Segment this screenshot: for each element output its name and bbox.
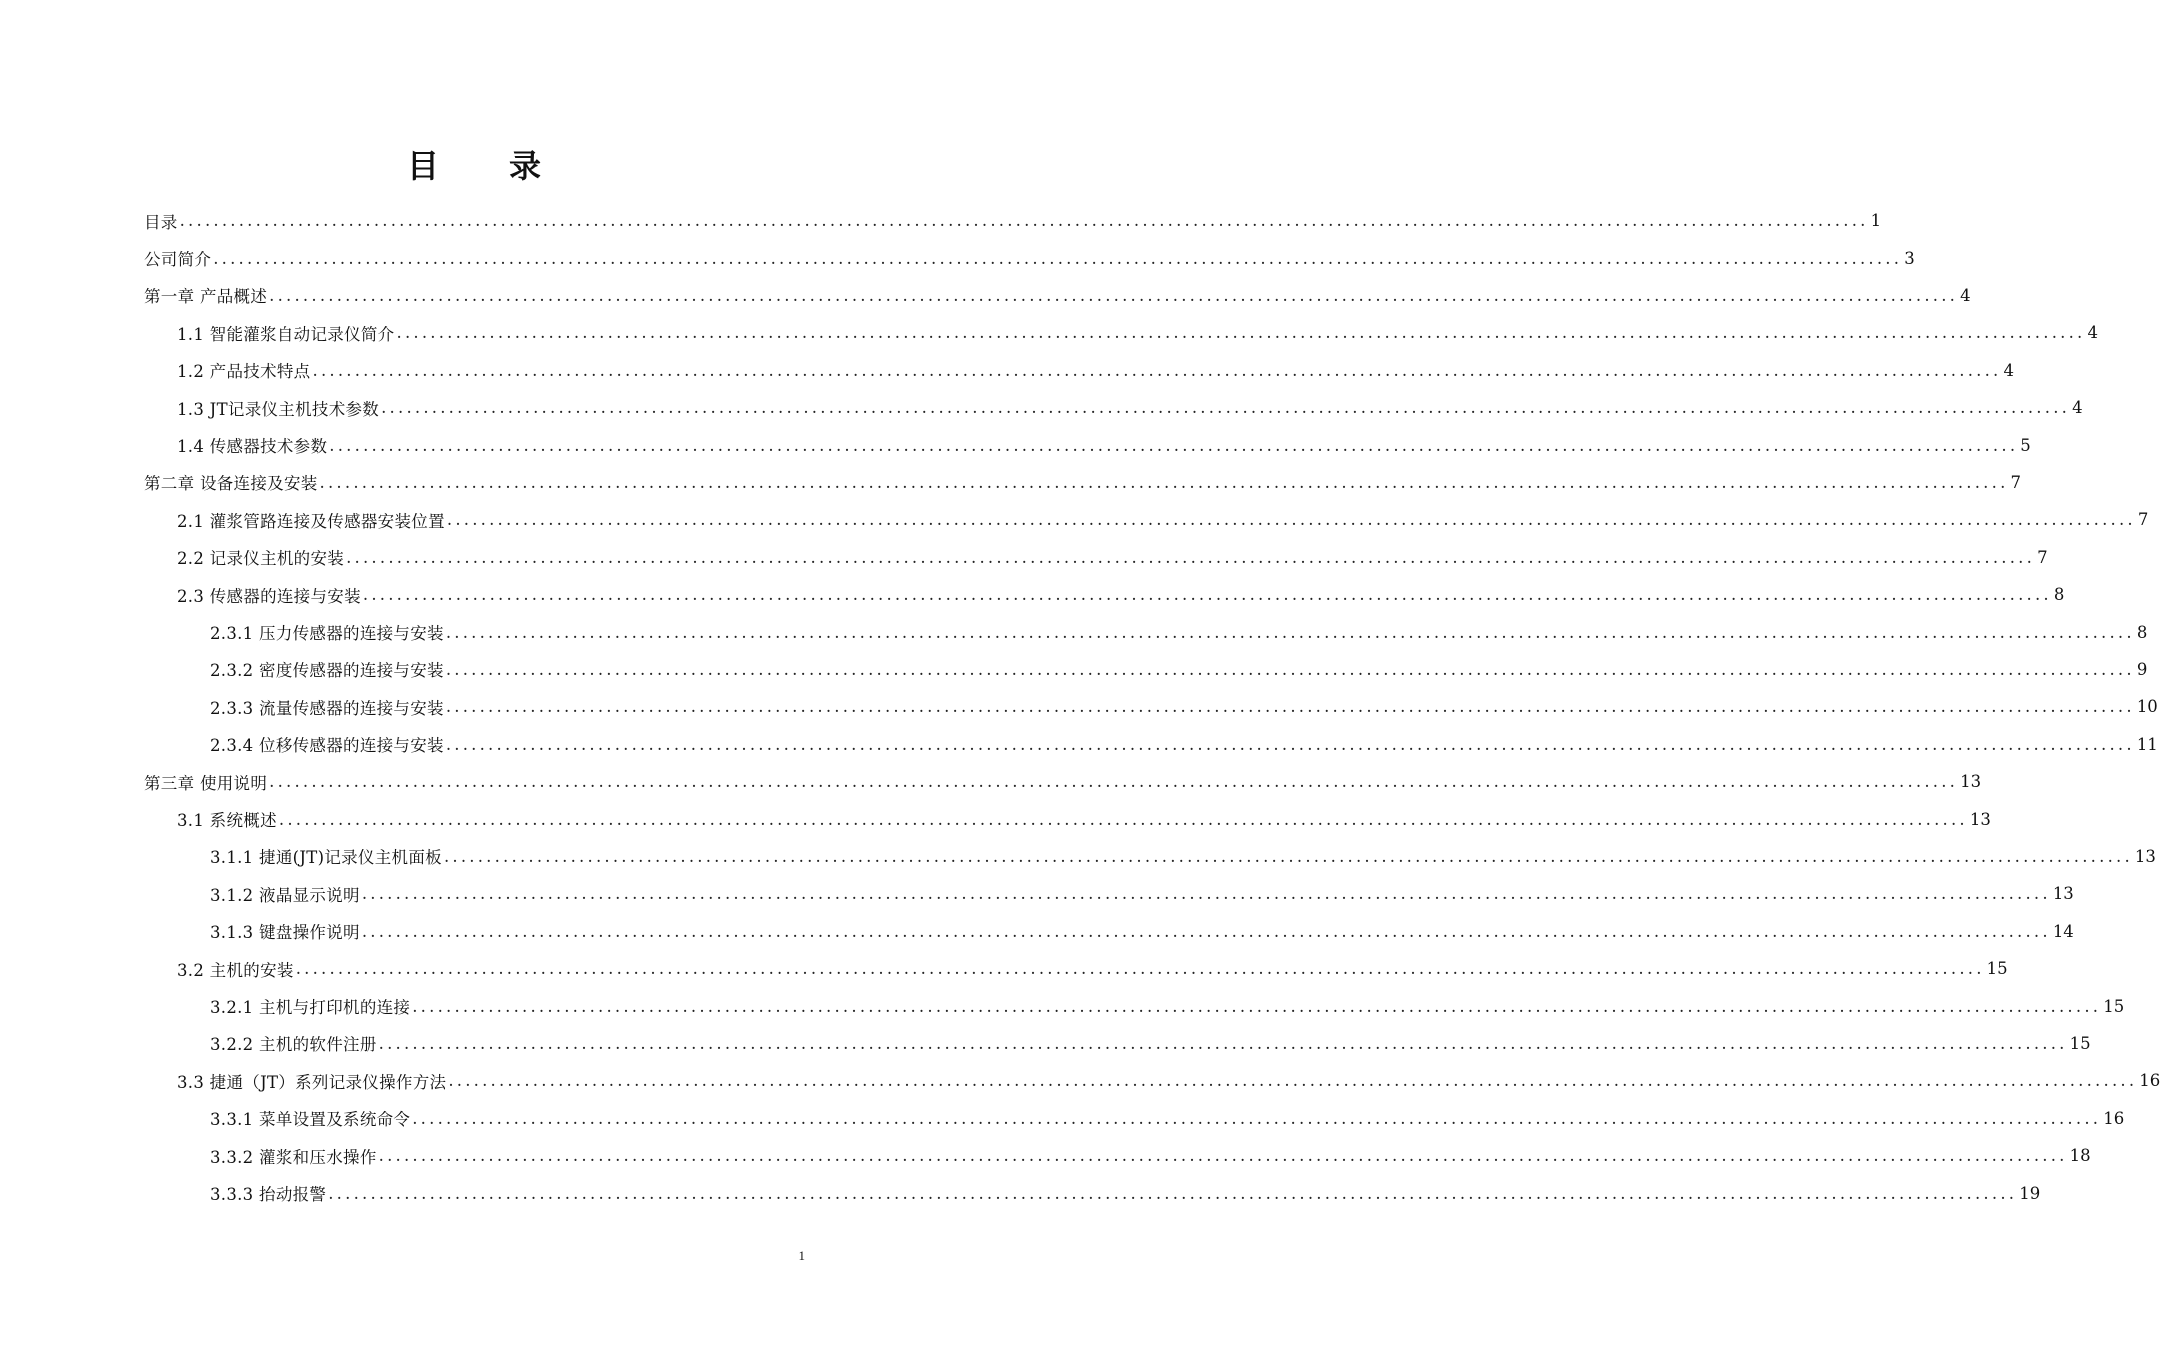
toc-entry-page: 15 [2069,1033,2091,1053]
toc-dot-leader: ........................................................................................................................................................................................................ [445,622,2135,642]
toc-entry[interactable] [177,950,2008,987]
toc-entry-page: 16 [2139,1071,2160,1091]
toc-entry-page: 4 [1960,285,1971,305]
toc-dot-leader: ........................................................................................................................................................................................................ [443,846,2133,866]
toc-entry-page: 13 [1969,809,1991,829]
toc-entry[interactable] [144,763,1982,800]
toc-entry-page: 5 [2020,435,2031,455]
toc-entry-page: 13 [2052,884,2074,904]
toc-entry[interactable] [177,389,2083,426]
toc-entry-page: 7 [2137,510,2149,530]
toc-dot-leader: ........................................................................................................................................................................................................ [445,734,2135,754]
toc-entry-title: 3.2.1 主机与打印机的连接 [210,998,411,1018]
toc-entry-page: 7 [2010,472,2022,492]
toc-entry-title: 第一章 产品概述 [144,287,268,307]
toc-entry[interactable] [210,1174,2041,1211]
toc-entry-page: 16 [2103,1108,2125,1128]
toc-entry[interactable] [210,651,2148,688]
toc-entry[interactable] [177,1062,2160,1099]
toc-entry-page: 13 [2134,846,2156,866]
toc-dot-leader: ........................................................................................................................................................................................................ [329,435,2019,455]
toc-entry[interactable] [210,1137,2091,1174]
toc-entry[interactable] [210,1025,2091,1062]
toc-entry-page: 8 [2136,622,2148,642]
toc-entry[interactable] [210,726,2158,763]
toc-dot-leader: ........................................................................................................................................................................................................ [346,547,2036,567]
toc-entry-title: 2.3 传感器的连接与安装 [177,586,361,606]
toc-entry[interactable] [144,464,2022,501]
toc-dot-leader: ........................................................................................................................................................................................................ [319,472,2009,492]
toc-entry-page: 19 [2019,1183,2041,1203]
toc-entry[interactable] [177,576,2065,613]
toc-dot-leader: ........................................................................................................................................................................................................ [213,248,1903,268]
toc-entry-title: 3.2.2 主机的软件注册 [210,1035,377,1055]
toc-entry-page: 15 [1986,959,2008,979]
page-number: 1 [798,1248,805,1263]
page-title: 目 录 [406,147,543,185]
toc-entry[interactable] [177,352,2014,389]
toc-dot-leader: ........................................................................................................................................................................................................ [378,1033,2068,1053]
toc-entry-title: 1.3 JT记录仪主机技术参数 [177,399,380,419]
toc-entry[interactable] [177,426,2031,463]
toc-entry-page: 4 [2087,323,2098,343]
toc-entry-title: 1.4 传感器技术参数 [177,437,328,457]
toc-dot-leader: ........................................................................................................................................................................................................ [269,772,1959,792]
toc-entry-page: 4 [2003,360,2014,380]
toc-entry-page: 9 [2136,659,2148,679]
toc-entry-page: 10 [2136,697,2158,717]
toc-entry-title: 3.2 主机的安装 [177,960,294,980]
toc-entry[interactable] [210,875,2074,912]
toc-dot-leader: ........................................................................................................................................................................................................ [361,884,2051,904]
toc-entry-title: 公司简介 [144,250,212,270]
toc-entry-page: 13 [1960,772,1982,792]
toc-dot-leader: ........................................................................................................................................................................................................ [295,959,1985,979]
toc-dot-leader: ........................................................................................................................................................................................................ [412,1108,2102,1128]
toc-entry-page: 18 [2069,1146,2091,1166]
toc-entry-title: 2.3.2 密度传感器的连接与安装 [210,661,444,681]
toc-entry[interactable] [177,539,2048,576]
toc-entry-title: 3.3 捷通（JT）系列记录仪操作方法 [177,1072,447,1092]
toc-entry[interactable] [210,613,2148,650]
toc-dot-leader: ........................................................................................................................................................................................................ [362,585,2052,605]
toc-entry-page: 14 [2052,921,2074,941]
toc-entry-page: 11 [2136,734,2158,754]
toc-entry-page: 15 [2103,996,2125,1016]
toc-dot-leader: ........................................................................................................................................................................................................ [412,996,2102,1016]
toc-dot-leader: ........................................................................................................................................................................................................ [378,1146,2068,1166]
toc-entry-title: 3.1 系统概述 [177,811,277,831]
toc-entry-page: 8 [2053,585,2065,605]
toc-entry-title: 3.3.3 抬动报警 [210,1185,327,1205]
toc-entry[interactable] [210,987,2125,1024]
toc-dot-leader: ........................................................................................................................................................................................................ [278,809,1968,829]
toc-entry[interactable] [177,501,2149,538]
toc-entry-title: 第二章 设备连接及安装 [144,474,318,494]
toc-entry[interactable] [210,688,2158,725]
toc-entry[interactable] [144,239,1915,276]
toc-entry-title: 3.3.2 灌浆和压水操作 [210,1147,377,1167]
toc-dot-leader: ........................................................................................................................................................................................................ [448,1071,2138,1091]
toc-dot-leader: ........................................................................................................................................................................................................ [381,398,2071,418]
toc-entry-title: 3.3.1 菜单设置及系统命令 [210,1110,411,1130]
toc-entry-title: 2.2 记录仪主机的安装 [177,549,345,569]
toc-entry[interactable] [177,800,1991,837]
toc-entry-title: 2.1 灌浆管路连接及传感器安装位置 [177,511,445,531]
toc-dot-leader: ........................................................................................................................................................................................................ [312,360,2002,380]
toc-dot-leader: ........................................................................................................................................................................................................ [445,697,2135,717]
toc-entry-page: 7 [2037,547,2048,567]
toc-entry-title: 1.2 产品技术特点 [177,362,311,382]
toc-dot-leader: ........................................................................................................................................................................................................ [396,323,2086,343]
toc-dot-leader: ........................................................................................................................................................................................................ [328,1183,2018,1203]
toc-entry-title: 2.3.3 流量传感器的连接与安装 [210,698,444,718]
toc-entry[interactable] [210,1100,2125,1137]
toc-entry-page: 4 [2072,398,2083,418]
toc-entry[interactable] [177,314,2098,351]
toc-dot-leader: ........................................................................................................................................................................................................ [179,211,1869,231]
toc-entry-title: 第三章 使用说明 [144,773,268,793]
toc-entry-title: 3.1.1 捷通(JT)记录仪主机面板 [210,848,442,868]
toc-entry[interactable] [144,202,1882,239]
toc-entry-title: 3.1.2 液晶显示说明 [210,885,360,905]
toc-entry-page: 1 [1870,211,1882,231]
toc-entry[interactable] [210,838,2156,875]
toc-entry-page: 3 [1904,248,1915,268]
toc-entry-title: 3.1.3 键盘操作说明 [210,923,360,943]
toc-entry[interactable] [210,913,2074,950]
toc-dot-leader: ........................................................................................................................................................................................................ [269,285,1959,305]
toc-entry-title: 1.1 智能灌浆自动记录仪简介 [177,324,395,344]
toc-entry-title: 2.3.4 位移传感器的连接与安装 [210,736,444,756]
toc-entry-title: 2.3.1 压力传感器的连接与安装 [210,624,444,644]
toc-dot-leader: ........................................................................................................................................................................................................ [446,510,2136,530]
toc-entry[interactable] [144,277,1971,314]
toc-entry-title: 目录 [144,212,178,232]
toc-dot-leader: ........................................................................................................................................................................................................ [361,921,2051,941]
toc-dot-leader: ........................................................................................................................................................................................................ [445,659,2135,679]
